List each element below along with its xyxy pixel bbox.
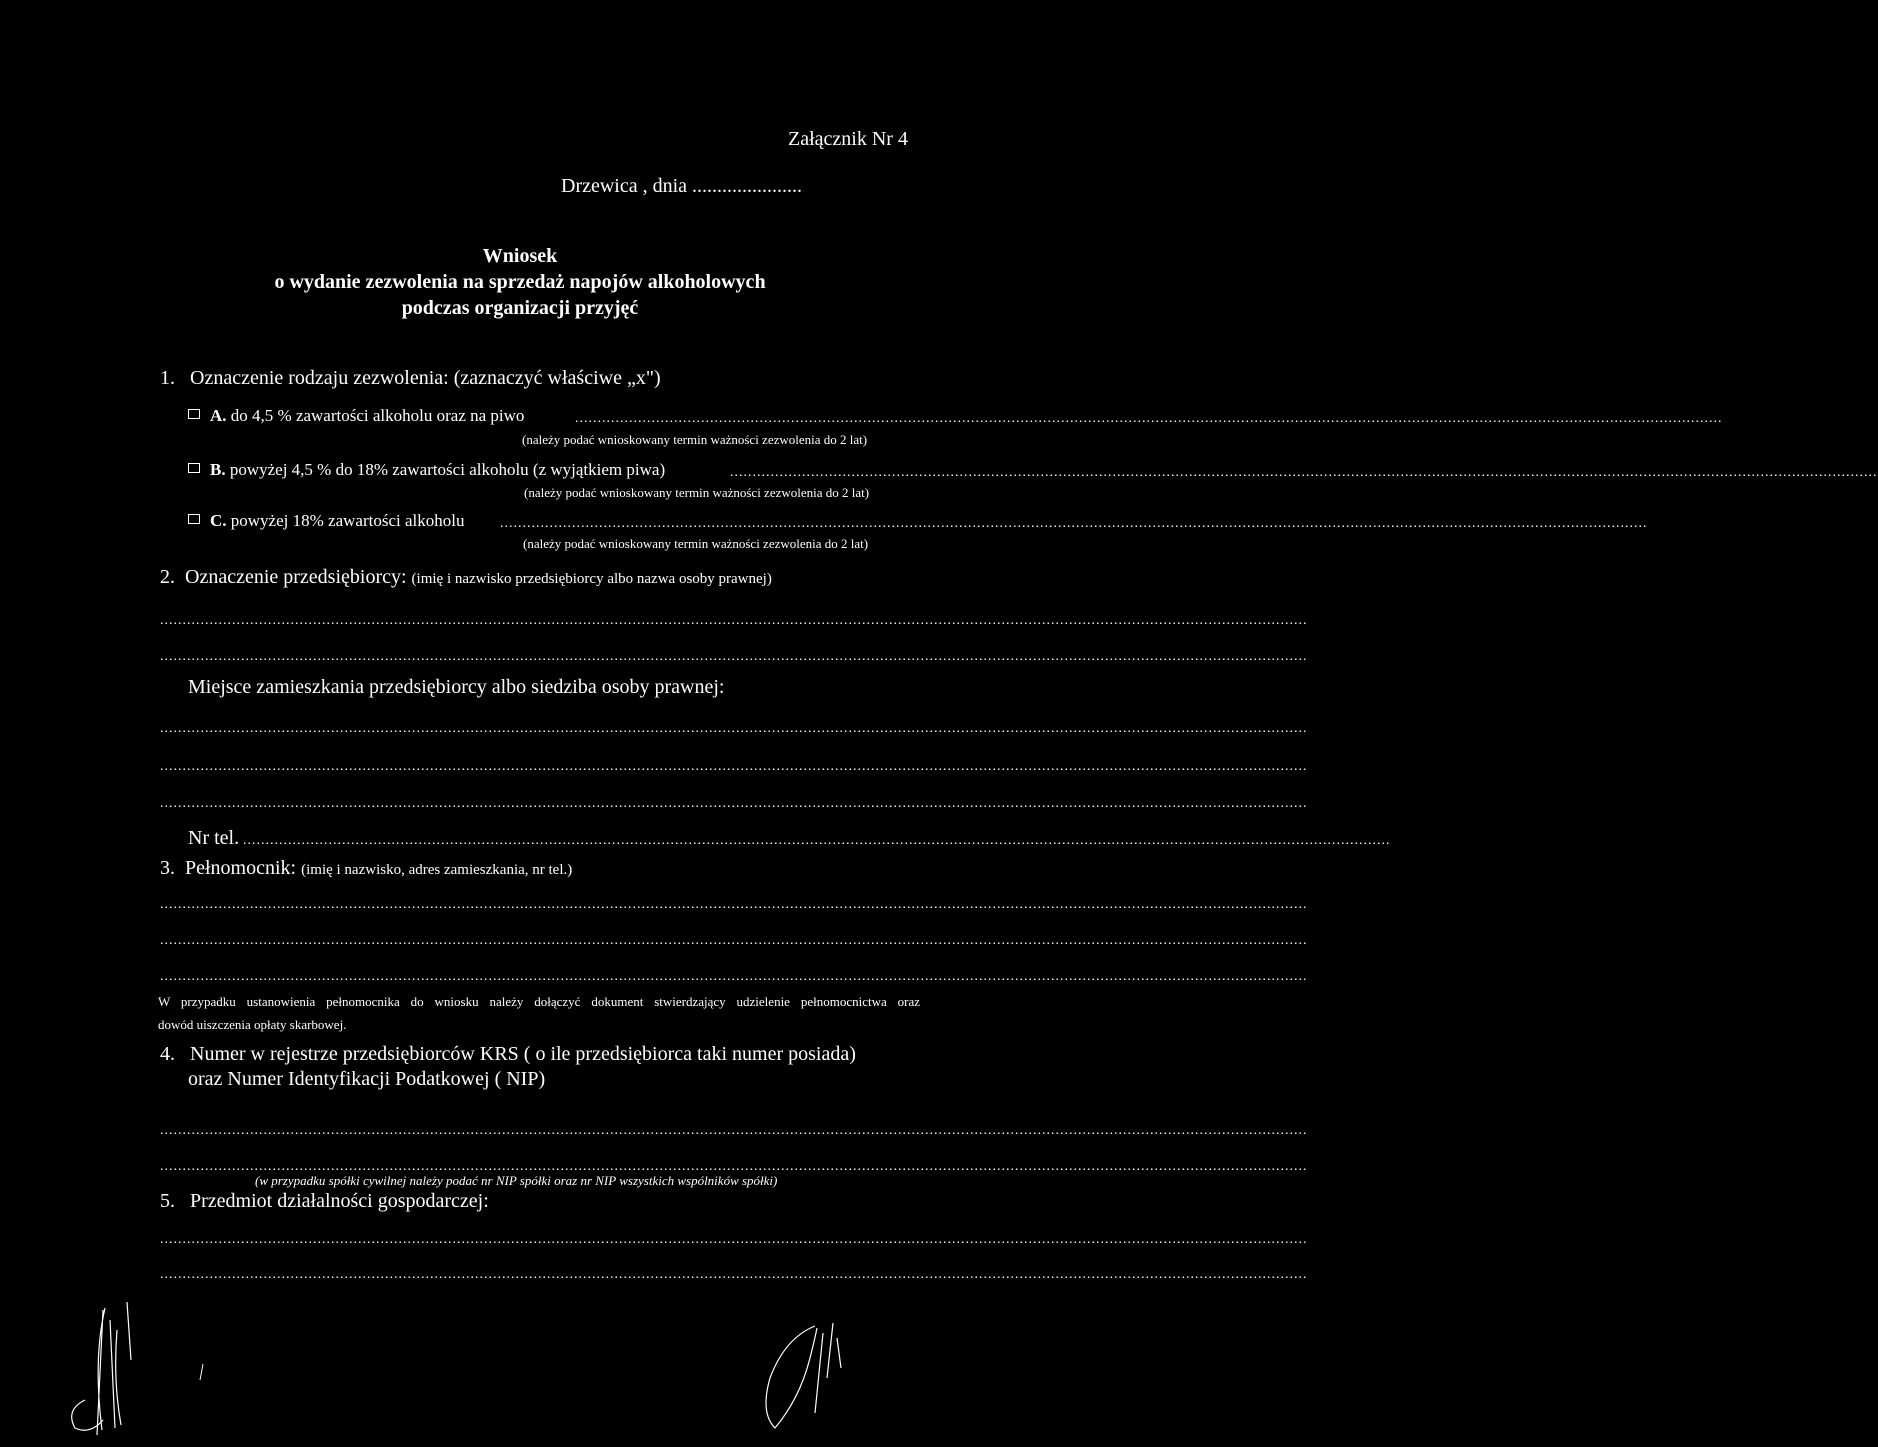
section1-number: 1. <box>160 367 175 389</box>
option-b <box>188 460 665 480</box>
section4-label-line2: oraz Numer Identyfikacji Podatkowej ( NIP) <box>188 1068 546 1090</box>
section3-hint: (imię i nazwisko, adres zamieszkania, nr tel.) <box>301 862 573 878</box>
business-activity-line2[interactable]: ............................................................................................................................................................................................................................................................... <box>160 1267 1308 1282</box>
entrepreneur-name-line2[interactable]: ............................................................................................................................................................................................................................................................... <box>160 649 1308 664</box>
phone-field[interactable]: ............................................................................................................................................................................................................................................................... <box>243 833 1391 848</box>
place-date-field[interactable]: Drzewica , dnia ...................... <box>561 175 803 197</box>
section1-heading <box>160 367 661 390</box>
option-a-checkbox[interactable] <box>188 409 200 419</box>
document-title-line3: podczas organizacji przyjęć <box>401 297 639 319</box>
stray-mark <box>197 1362 207 1382</box>
document-title-line2: o wydanie zezwolenia na sprzedaż napojów alkoholowych <box>274 271 766 293</box>
section3-heading <box>160 857 572 880</box>
option-c-letter: C. <box>210 511 227 530</box>
entrepreneur-name-line1[interactable]: ............................................................................................................................................................................................................................................................... <box>160 613 1308 628</box>
section4-heading <box>160 1043 856 1066</box>
option-c <box>188 511 464 531</box>
section2-hint: (imię i nazwisko przedsiębiorcy albo nazwa osoby prawnej) <box>411 571 772 587</box>
option-c-note: (należy podać wnioskowany termin ważności zezwolenia do 2 lat) <box>523 536 869 551</box>
section4-number: 4. <box>160 1043 175 1065</box>
section2-heading <box>160 566 772 589</box>
option-c-term-field[interactable]: ............................................................................................................................................................................................................................................................... <box>500 516 1648 531</box>
option-b-text: powyżej 4,5 % do 18% zawartości alkoholu (z wyjątkiem piwa) <box>229 460 666 479</box>
option-c-text: powyżej 18% zawartości alkoholu <box>230 511 465 530</box>
section5-heading <box>160 1190 489 1213</box>
option-a-text: do 4,5 % zawartości alkoholu oraz na piwo <box>230 406 525 425</box>
section1-label: Oznaczenie rodzaju zezwolenia: (zaznaczyć właściwe „x") <box>190 367 661 389</box>
business-activity-line1[interactable]: ............................................................................................................................................................................................................................................................... <box>160 1232 1308 1247</box>
option-c-checkbox[interactable] <box>188 514 200 524</box>
section2-number: 2. <box>160 566 175 588</box>
section3-label: Pełnomocnik: <box>185 857 297 879</box>
initials-signature-right <box>745 1318 855 1438</box>
option-b-letter: B. <box>210 460 226 479</box>
option-a-note: (należy podać wnioskowany termin ważności zezwolenia do 2 lat) <box>522 432 868 447</box>
phone-label: Nr tel. <box>188 827 240 849</box>
residence-label: Miejsce zamieszkania przedsiębiorcy albo siedziba osoby prawnej: <box>188 676 725 698</box>
proxy-line1[interactable]: ............................................................................................................................................................................................................................................................... <box>160 897 1308 912</box>
residence-line1[interactable]: ............................................................................................................................................................................................................................................................... <box>160 721 1308 736</box>
option-b-note: (należy podać wnioskowany termin ważności zezwolenia do 2 lat) <box>524 485 870 500</box>
section5-number: 5. <box>160 1190 175 1212</box>
section2-label: Oznaczenie przedsiębiorcy: <box>185 566 407 588</box>
section4-hint: (w przypadku spółki cywilnej należy podać nr NIP spółki oraz nr NIP wszystkich wspólników spółki) <box>255 1173 778 1188</box>
residence-line3[interactable]: ............................................................................................................................................................................................................................................................... <box>160 796 1308 811</box>
option-b-checkbox[interactable] <box>188 463 200 473</box>
option-b-term-field[interactable]: ............................................................................................................................................................................................................................................................... <box>730 465 1878 480</box>
initials-signature-left <box>55 1300 155 1440</box>
residence-line2[interactable]: ............................................................................................................................................................................................................................................................... <box>160 759 1308 774</box>
section5-label: Przedmiot działalności gospodarczej: <box>190 1190 489 1212</box>
krs-nip-line1[interactable]: ............................................................................................................................................................................................................................................................... <box>160 1123 1308 1138</box>
proxy-note-line2: dowód uiszczenia opłaty skarbowej. <box>158 1017 347 1032</box>
section3-number: 3. <box>160 857 175 879</box>
proxy-note-line1: W przypadku ustanowienia pełnomocnika do wniosku należy dołączyć dokument stwierdzający udzielenie pełnomocnictwa oraz <box>158 994 920 1009</box>
option-a-letter: A. <box>210 406 227 425</box>
section4-label: Numer w rejestrze przedsiębiorców KRS ( o ile przedsiębiorca taki numer posiada) <box>190 1043 856 1065</box>
proxy-line3[interactable]: ............................................................................................................................................................................................................................................................... <box>160 969 1308 984</box>
option-a-term-field[interactable]: ............................................................................................................................................................................................................................................................... <box>575 411 1723 426</box>
proxy-line2[interactable]: ............................................................................................................................................................................................................................................................... <box>160 933 1308 948</box>
document-title: Wniosek <box>482 245 558 267</box>
attachment-label: Załącznik Nr 4 <box>788 128 908 150</box>
krs-nip-line2[interactable]: ............................................................................................................................................................................................................................................................... <box>160 1159 1308 1174</box>
